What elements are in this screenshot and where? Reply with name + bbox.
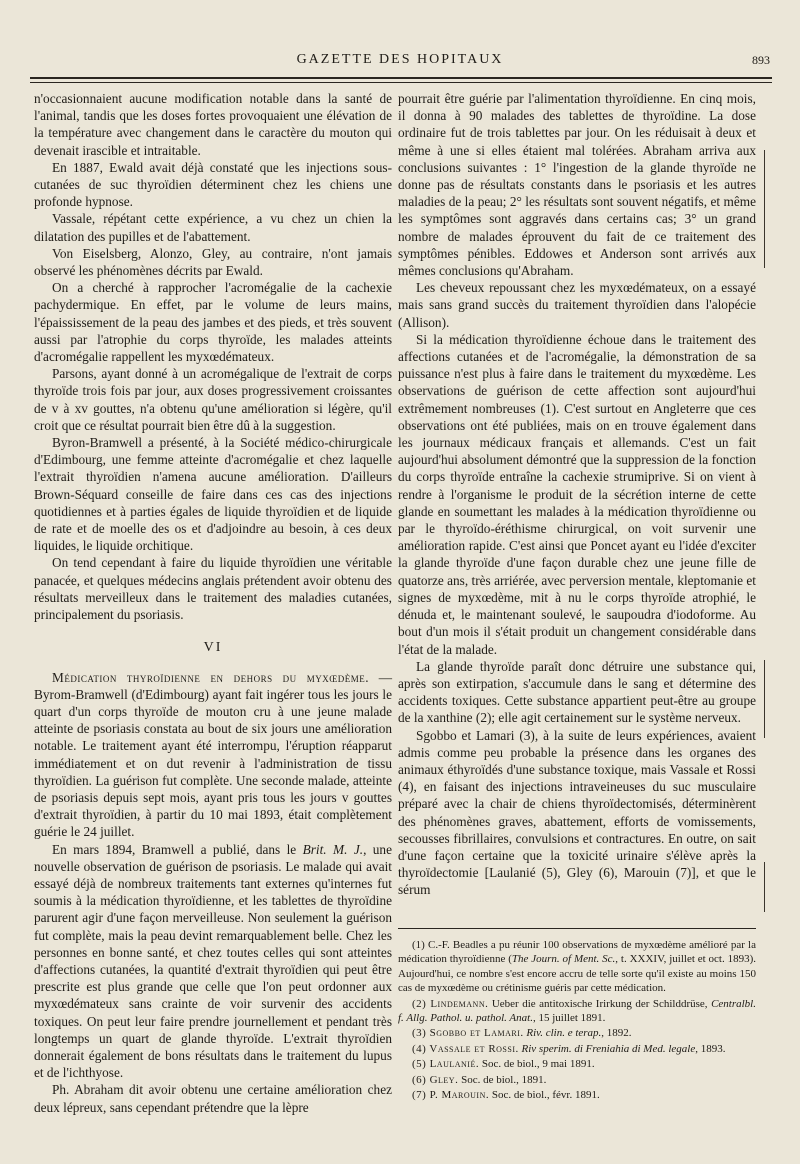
paragraph: Les cheveux repoussant chez les myxœdémateux, on a essayé mais sans grand succès du traitement thyroïdien dans l'alopécie (Allison). [398,280,756,330]
section-heading: Médication thyroïdienne en dehors du myxœdème. [52,669,370,685]
paragraph: Von Eiselsberg, Alonzo, Gley, au contraire, n'ont jamais observé les phénomènes décrits par Ewald. [34,245,392,279]
footnote: (4) Vassale et Rossi. Riv sperim. di Freniahia di Med. legale, 1893. [412,1042,726,1055]
page-header [30,52,770,70]
paragraph: On a cherché à rapprocher l'acromégalie de la cachexie pachydermique. En effet, par le volume de leurs mains, l'épaississement de la peau des jambes et des pieds, et très souvent aussi par l'atrophie du corps thyroïde, les malades atteints d'acromégalie rappellent les myxœdémateux. [34,280,392,365]
journal-citation: The Journ. of Ment. Sc. [511,953,616,966]
header-rule-thick [30,77,772,79]
footnote-rule [398,928,756,929]
page-number: 893 [752,53,770,67]
footnote-author: (6) Gley. [412,1073,459,1086]
footnote-author: (7) P. Marouin. [412,1089,490,1102]
paragraph-text: En mars 1894, Bramwell a publié, dans le [52,841,303,857]
footnote: (1) C.-F. Beadles a pu réunir 100 observations de myxœdème amélioré par la médication thyroïdienne (The Journ. of Ment. Sc., t. XXXIV, juillet et oct. 1893). Aujourd'hui, ce nombre s'est encore accru de telle sorte qu'il existe au moins 150 cas de myxœdème ou crétinisme guéris par cette médication. [398,939,757,995]
footnotes [398,938,756,1103]
paragraph-text: , une nouvelle observation de guérison de psoriasis. Le malade qui avait essayé déjà de nombreux traitements tant externes qu'internes fut soumis à la médication thyroïdienne, et les tablettes de thyroïdine parurent agir d'une façon merveilleuse. Non seulement la guérison fut complète, mais la peau devint remarquablement belle. Chez les personnes en bonne santé, et chez toutes celles qui sont atteintes d'affections cutanées, la quantité d'extrait thyroïdien qui peut être prescrite est plus grande que celle que l'on peut ordonner aux myxœdémateux sans crainte de voir survenir des accidents toxiques. On peut leur faire prendre journellement et pendant très longtemps un quart de glande thyroïde. L'extrait thyroïdien donnerait également de bons résultats dans le traitement du lupus et de l'ichthyose. [34,841,392,1081]
paragraph: On tend cependant à faire du liquide thyroïdien une véritable panacée, et quelques médecins anglais prétendent avoir obtenu des résultats merveilleux dans le traitement des maladies cutanées, principalement du psoriasis. [34,555,392,623]
section-number: VI [203,640,223,656]
margin-mark [764,150,765,268]
paragraph: Parsons, ayant donné à un acromégalique de l'extrait de corps thyroïde trois fois par jour, aux doses progressivement croissantes de v à xv gouttes, n'a obtenu qu'une amélioration si légère, qu'il croit que ce résultat pourrait bien être dû à la suggestion. [34,366,392,433]
paragraph-text: — Byrom-Bramwell (d'Edimbourg) ayant fait ingérer tous les jours le quart d'un corps thyroïde de mouton cru à une jeune malade atteinte de psoriasis constata au bout de six jours une amélioration notable. Le traitement ayant été interrompu, l'éruption réapparut immédiatement et on dut revenir à l'administration de tissu thyroïdien. La guérison fut complète. Une seconde malade, atteinte de psoriasis depuis sept mois, ayant pris tous les jours v gouttes d'extrait thyroïdien, à partir du 10 mai 1893, était complètement guérie le 24 juillet. [34,669,393,840]
paragraph: En 1887, Ewald avait déjà constaté que les injections sous-cutanées de suc thyroïdien déterminent chez les chiens une profonde hypnose. [34,159,392,210]
paragraph: n'occasionnaient aucune modification notable dans la santé de l'animal, tandis que les doses fortes provoquaient une élévation de la température avec changement dans le caractère du mouton qui devenait irascible et intraitable. [34,91,392,158]
footnote: (2) Lindemann. Ueber die antitoxische Irirkung der Schilddrüse, Centralbl. f. Allg. Pathol. u. pathol. Anat., 15 juillet 1891. [398,997,756,1025]
journal-title: GAZETTE DES HOPITAUX [296,52,504,67]
paragraph: Ph. Abraham dit avoir obtenu une certaine amélioration chez deux lépreux, sans cependant prétendre que la lèpre [34,1082,392,1115]
footnote-author: (3) Sgobbo et Lamari. [412,1027,524,1040]
paragraph [34,841,392,1082]
footnote-author: (4) Vassale et Rossi. [412,1042,519,1055]
journal-citation: Riv sperim. di Freniahia di Med. legale [518,1042,696,1055]
header-rule-thin [30,82,772,83]
footnote: (3) Sgobbo et Lamari. Riv. clin. e terap., 1892. [412,1027,632,1040]
margin-mark [764,862,765,912]
paragraph: La glande thyroïde paraît donc détruire une substance qui, après son extirpation, s'accumule dans le sang et détermine des accidents toxiques. Cette substance appartient peut-être au groupe de la xanthine (2); elle agit certainement sur le système nerveux. [398,658,756,726]
journal-citation: Centralbl. f. Allg. Pathol. u. pathol. Anat. [398,997,756,1025]
paragraph [34,669,392,841]
journal-citation: Brit. M. J. [302,841,364,857]
footnote: (7) P. Marouin. Soc. de biol., févr. 1891. [412,1089,600,1102]
margin-mark [764,660,765,738]
footnote-author: (2) Lindemann. [412,997,489,1010]
left-column [34,90,392,1116]
paragraph: Vassale, répétant cette expérience, a vu chez un chien la dilatation des pupilles et de l'abattement. [34,211,392,244]
footnote: (6) Gley. Soc. de biol., 1891. [412,1073,547,1086]
footnote: (5) Laulanié. Soc. de biol., 9 mai 1891. [412,1058,595,1071]
journal-citation: Riv. clin. e terap. [523,1027,602,1040]
paragraph: Si la médication thyroïdienne échoue dans le traitement des affections cutanées et de l'acromégalie, la démonstration de sa puissance n'est plus à faire dans le traitement du myxœdème. Les observations de guérison de cette affection sont aujourd'hui extrêmement nombreuses (1). C'est surtout en Angleterre que ces observations ont été publiées, mais on en trouve également dans les journaux médicaux français et allemands. C'est un fait aujourd'hui absolument démontré que la suppression de la fonction du corps thyroïde entraîne la cachexie strumiprive. Si on vient à rendre à l'organisme le produit de la sécrétion interne de cette glande en soumettant les malades à la médication thyroïdienne ou par le thyroïdo-éréthisme chirurgical, on voit survenir une amélioration rapide. C'est ainsi que Poncet ayant eu l'idée d'exciter la glande thyroïde d'une façon durable chez une jeune fille de quatorze ans, très arriérée, avec perversion mentale, kleptomanie et signes de myxœdème, mit à nu le corps thyroïde atrophié, le dénuda et, le maintenant soulevé, le saupoudra d'iodoforme. Au bout d'un mois il s'était produit un changement considérable dans l'état de la malade. [398,331,756,657]
right-column [398,90,756,899]
paragraph: Byron-Bramwell a présenté, à la Société médico-chirurgicale d'Edimbourg, une femme atteinte d'acromégalie et chez laquelle l'extrait thyroïdien n'amena aucune amélioration. D'ailleurs Brown-Séquard conseille de faire dans ces cas des injections quotidiennes et à parties égales de liquide thyroïdien et de liquide de rate et de moelle des os et d'adjoindre au besoin, à ces deux liquides, le liquide orchitique. [34,435,392,554]
paragraph: Sgobbo et Lamari (3), à la suite de leurs expériences, avaient admis comme peu probable la présence dans les organes des animaux éthyroïdés d'une substance toxique, mais Vassale et Rossi (4), en faisant des injections intraveineuses du suc musculaire préparé avec la chair de chiens thyroïdectomisés, déterminèrent des phénomènes graves, abattement, efforts de vomissements, secousses fibrillaires, convulsions et contractures. En outre, on sait d'une façon certaine que la toxicité urinaire s'élève après la thyroïdectomie [Laulanié (5), Gley (6), Marouin (7)], et que le sérum [398,727,756,898]
paragraph: pourrait être guérie par l'alimentation thyroïdienne. En cinq mois, il donna à 90 malades des tablettes de thyroïdine. La dose ordinaire fut de trois tablettes par jour. On les réduisait à deux et même à une si elles étaient mal tolérées. Abraham arriva aux conclusions suivantes : 1° l'ingestion de la glande thyroïde ne donne pas de résultats constants dans le psoriasis et les autres maladies de la peau; 2° les résultats sont souvent négatifs, et même les symptômes sont aggravés dans certains cas; 3° un grand nombre de malades éprouvent du fait de ce traitement des symptômes pénibles. Eddowes et Anderson sont arrivés aux mêmes conclusions qu'Abraham. [398,91,756,279]
footnote-author: (5) Laulanié. [412,1058,480,1071]
